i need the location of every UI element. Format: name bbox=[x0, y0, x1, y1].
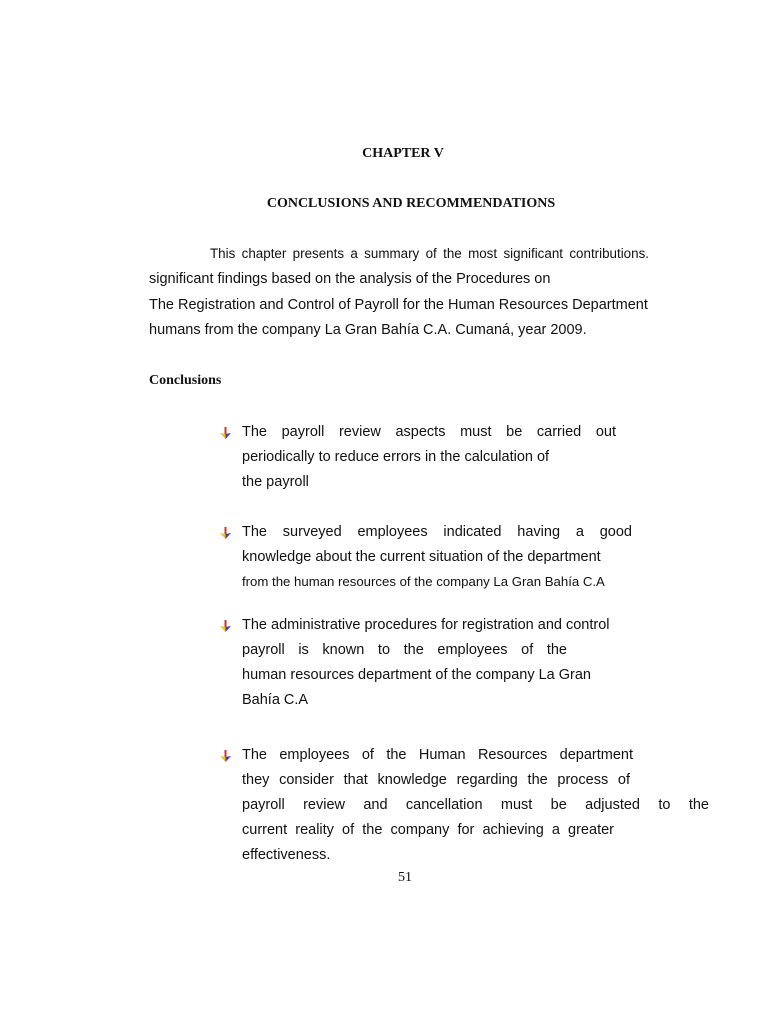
arrow-down-bullet-icon bbox=[220, 427, 231, 439]
intro-line: The Registration and Control of Payroll for the Human Resources Department bbox=[149, 297, 648, 313]
conclusions-heading: Conclusions bbox=[149, 373, 222, 388]
bullet-line: periodically to reduce errors in the calculation of bbox=[242, 449, 550, 465]
bullet-line: from the human resources of the company La Gran Bahía C.A bbox=[242, 574, 605, 589]
bullet-line: effectiveness. bbox=[242, 847, 331, 863]
bullet-line: The payroll review aspects must be carried out bbox=[242, 424, 616, 440]
bullet-line: human resources department of the company La Gran bbox=[242, 667, 591, 683]
bullet-line: current reality of the company for achieving a greater bbox=[242, 822, 614, 838]
bullet-line: The surveyed employees indicated having a good bbox=[242, 524, 632, 540]
arrow-down-bullet-icon bbox=[220, 527, 231, 539]
chapter-title: CHAPTER V bbox=[362, 146, 444, 161]
intro-line: This chapter presents a summary of the most significant contributions. bbox=[210, 246, 649, 261]
bullet-line: they consider that knowledge regarding the process of bbox=[242, 772, 630, 788]
arrow-down-bullet-icon bbox=[220, 750, 231, 762]
bullet-line: The administrative procedures for registration and control bbox=[242, 617, 610, 633]
bullet-line: knowledge about the current situation of the department bbox=[242, 549, 601, 565]
bullet-line: Bahía C.A bbox=[242, 692, 309, 708]
arrow-down-bullet-icon bbox=[220, 620, 231, 632]
bullet-line: the payroll bbox=[242, 474, 309, 490]
intro-line: humans from the company La Gran Bahía C.A. Cumaná, year 2009. bbox=[149, 322, 587, 338]
bullet-line: The employees of the Human Resources department bbox=[242, 747, 633, 763]
bullet-line: payroll is known to the employees of the bbox=[242, 642, 567, 658]
intro-line: significant findings based on the analysis of the Procedures on bbox=[149, 271, 551, 287]
bullet-line: payroll review and cancellation must be adjusted to the bbox=[242, 797, 709, 813]
section-title: CONCLUSIONS AND RECOMMENDATIONS bbox=[266, 196, 556, 211]
page-number: 51 bbox=[398, 870, 412, 885]
